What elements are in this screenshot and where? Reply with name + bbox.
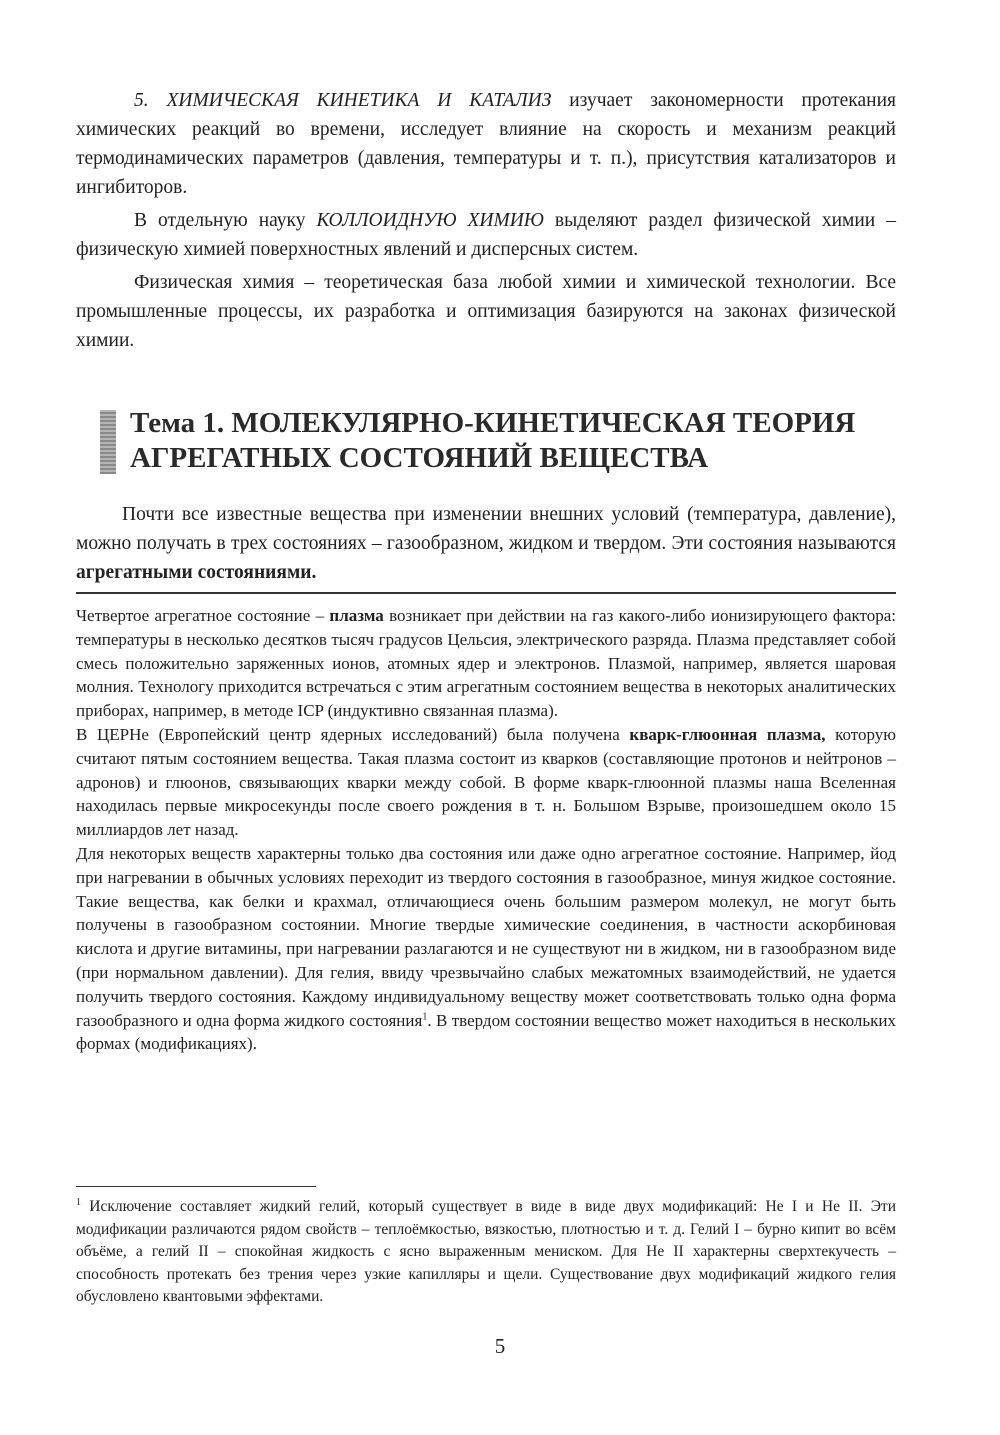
plasma-term: плазма bbox=[329, 606, 384, 625]
topic-heading bbox=[100, 406, 900, 476]
section-divider bbox=[76, 592, 896, 594]
topic-title-line2: АГРЕГАТНЫХ СОСТОЯНИЙ ВЕЩЕСТВА bbox=[130, 442, 709, 474]
intro-paragraph-colloid bbox=[76, 206, 896, 264]
plasma-paragraph bbox=[76, 604, 896, 723]
small-print-section bbox=[76, 604, 896, 1056]
kinetics-text: изучает закономерности протекания химических реакций во времени, исследует влияние на скорость и механизм реакций термодинамических параметров (давления, температуры и т. п.), присутствия катализаторов и ингибиторов. bbox=[76, 90, 896, 198]
footnote-reference[interactable]: 1 bbox=[422, 1010, 428, 1022]
lead-bold-term: агрегатными состояниями. bbox=[76, 562, 317, 583]
footnote-body: Исключение составляет жидкий гелий, который существует в виде в виде двух модификаций: He I и He II. Эти модификации различаются рядом свойств – теплоёмкостью, вязкостью, плотностью и т. д. Гелий I – бурно кипит во всём объёме, а гелий II – спокойная жидкость с ясно выраженным мениском. Для He II характерны сверхтекучесть – способность протекать без трения через узкие капилляры и щели. Существование двух модификаций жидкого гелия обусловлено квантовыми эффектами. bbox=[76, 1198, 896, 1305]
footnote bbox=[76, 1196, 896, 1309]
cern-text-before: В ЦЕРНе (Европейский центр ядерных исследований) была получена bbox=[76, 724, 630, 744]
heading-bar-decoration bbox=[100, 410, 116, 474]
footnote-text bbox=[76, 1196, 896, 1309]
plasma-text-after: возникает при действии на газ какого-либо ионизирующего фактора: температуры в несколько десятков тысяч градусов Цельсия, электрического разряда. Плазма представляет собой смесь положительно заряженных ионов, атомных ядер и электронов. Плазмой, например, является шаровая молния. Технологу приходится встречаться с этим агрегатным состоянием вещества в некоторых аналитических приборах, например, в методе ICP (индуктивно связанная плазма). bbox=[76, 606, 897, 721]
colloid-text-before: В отдельную науку bbox=[134, 210, 317, 231]
page-number: 5 bbox=[494, 1334, 506, 1358]
intro-paragraph-kinetics bbox=[76, 86, 896, 202]
kinetics-title: 5. ХИМИЧЕСКАЯ КИНЕТИКА И КАТАЛИЗ bbox=[134, 90, 552, 111]
intro-section bbox=[76, 86, 896, 359]
states-text-after: . В твердом состоянии вещество может находиться в нескольких формах (модификациях). bbox=[76, 1010, 896, 1054]
plasma-text-before: Четвертое агрегатное состояние – bbox=[76, 606, 330, 625]
colloid-title: КОЛЛОИДНУЮ ХИМИЮ bbox=[316, 210, 544, 231]
quark-gluon-term: кварк-глюонная плазма, bbox=[629, 724, 826, 744]
footnote-divider bbox=[76, 1186, 316, 1187]
states-text-before: Для некоторых веществ характерны только два состояния или даже одно агрегатное состояние. Например, йод при нагревании в обычных условиях переходит из твердого состояния в газообразное, минуя жидкое состояние. Такие вещества, как белки и крахмал, отличающиеся очень большим размером молекул, не могут быть получены в газообразном состоянии. Многие твердые химические соединения, в частности аскорбиновая кислота и другие витамины, при нагревании разлагаются и не существуют ни в жидком, ни в газообразном виде (при нормальном давлении). Для гелия, ввиду чрезвычайно слабых межатомных взаимодействий, не удается получить твердого состояния. Каждому индивидуальному веществу может соответствовать только одна форма газообразного и одна форма жидкого состояния bbox=[76, 843, 896, 1030]
lead-paragraph bbox=[76, 500, 896, 587]
footnote-mark: 1 bbox=[76, 1196, 81, 1208]
lead-text bbox=[76, 500, 896, 587]
topic-title-line1: Тема 1. МОЛЕКУЛЯРНО-КИНЕТИЧЕСКАЯ ТЕОРИЯ bbox=[130, 407, 856, 439]
quark-gluon-paragraph bbox=[76, 723, 896, 842]
states-paragraph bbox=[76, 842, 896, 1056]
cern-text-after: которую считают пятым состоянием вещества. Такая плазма состоит из кварков (составляющие протонов и нейтронов – адронов) и глюонов, связывающих кварки между собой. В форме кварк-глюонной плазмы наша Вселенная находилась первые микросекунды после своего рождения в т. н. Большом Взрыве, произошедшем около 15 миллиардов лет назад. bbox=[76, 724, 896, 840]
intro-paragraph-basis: Физическая химия – теоретическая база любой химии и химической технологии. Все промышленные процессы, их разработка и оптимизация базируются на законах физической химии. bbox=[76, 272, 896, 351]
lead-text-body: Почти все известные вещества при изменении внешних условий (температура, давление), можно получать в трех состояниях – газообразном, жидком и твердом. Эти состояния называются bbox=[76, 504, 896, 554]
topic-title bbox=[130, 406, 900, 476]
colloid-text-after: выделяют раздел физической химии – физическую химией поверхностных явлений и дисперсных систем. bbox=[76, 210, 896, 260]
